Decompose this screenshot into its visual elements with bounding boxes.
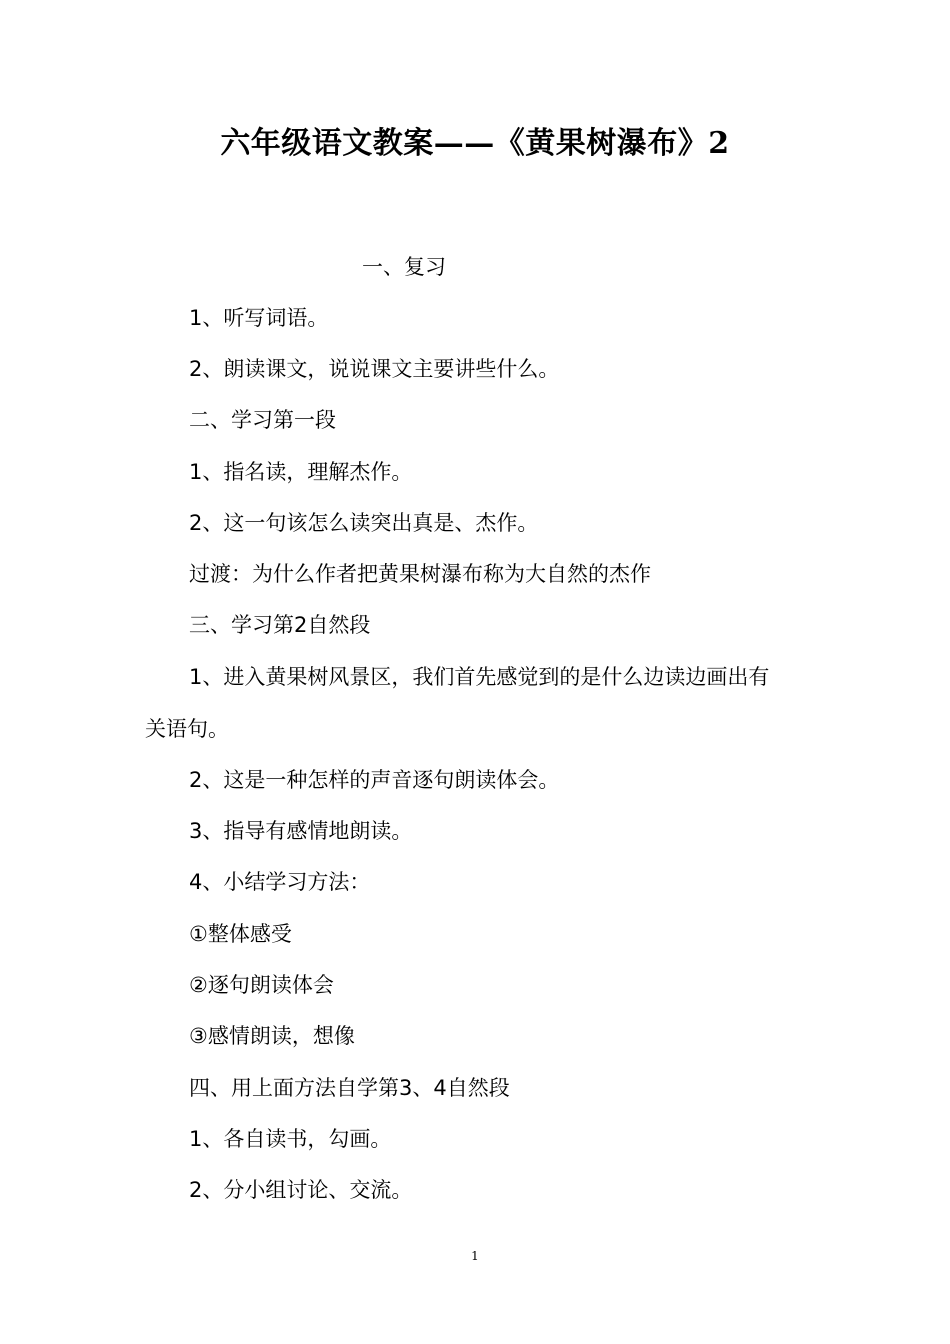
list-item: 1、指名读，理解杰作。 (189, 460, 413, 484)
transition-text: 过渡：为什么作者把黄果树瀑布称为大自然的杰作 (189, 562, 651, 586)
method-item: ①整体感受 (189, 922, 292, 946)
section-heading: 二、学习第一段 (189, 408, 336, 432)
list-item: 2、朗读课文，说说课文主要讲些什么。 (189, 357, 560, 381)
list-item: 2、这一句该怎么读突出真是、杰作。 (189, 511, 539, 535)
section-heading: 三、学习第2自然段 (189, 613, 371, 637)
page-title: 六年级语文教案——《黄果树瀑布》2 (220, 126, 730, 161)
list-item: 1、听写词语。 (189, 306, 329, 330)
list-item: 1、各自读书，勾画。 (189, 1127, 392, 1151)
page-number: 1 (471, 1249, 479, 1263)
list-item-continuation: 关语句。 (145, 717, 229, 741)
section-heading-review: 一、复习 (362, 255, 446, 279)
method-item: ③感情朗读，想像 (189, 1024, 355, 1048)
list-item: 1、进入黄果树风景区，我们首先感觉到的是什么边读边画出有 (189, 665, 770, 689)
list-item: 4、小结学习方法： (189, 870, 371, 894)
list-item: 3、指导有感情地朗读。 (189, 819, 413, 843)
method-item: ②逐句朗读体会 (189, 973, 334, 997)
list-item: 2、分小组讨论、交流。 (189, 1178, 413, 1202)
section-heading: 四、用上面方法自学第3、4自然段 (189, 1076, 510, 1100)
list-item: 2、这是一种怎样的声音逐句朗读体会。 (189, 768, 560, 792)
